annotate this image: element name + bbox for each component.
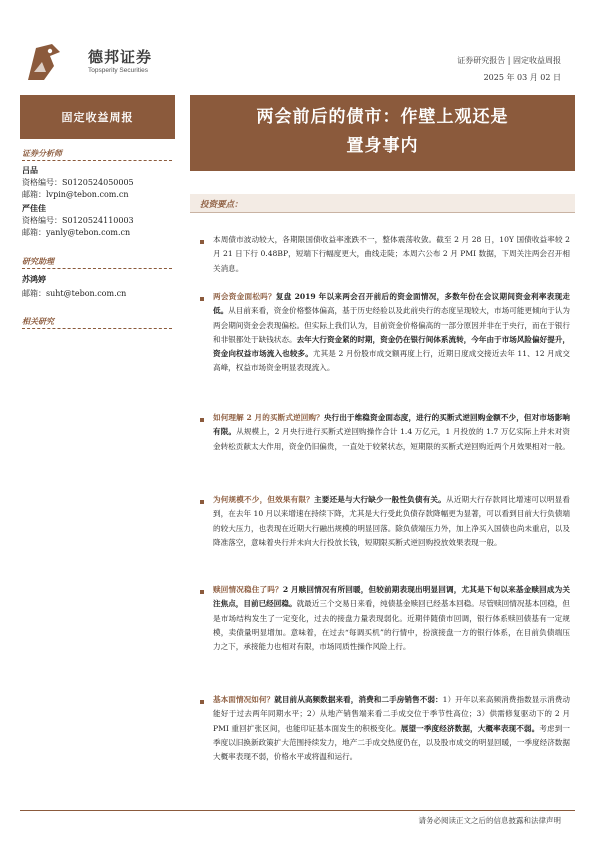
- paragraph-lead-bold: 2 月赎回情况有所回暖，但较前期表现出明显回调，尤其是下旬以来基金赎回成为关注焦点，目前已经回稳。: [213, 585, 570, 609]
- keypoint-paragraph: [213, 411, 570, 454]
- paragraph-tail: 考虑到一季度以旧换新政策扩大范围持续发力，地产二手成交热度仍在，以及股市成交的明显回暖，一季度经济数据大概率表现不弱，价格水平或将温和运行。: [213, 723, 571, 762]
- analyst-heading: 证券分析师: [22, 148, 62, 158]
- paragraph-lead-bold: 央行出于维稳资金面态度，进行的买断式逆回购金额不少，但对市场影响有限。: [213, 413, 570, 437]
- related-research-heading: 相关研究: [22, 316, 54, 326]
- paragraph-tail: 尤其是 2 月份股市成交额再度上行，近期日度成交接近去年 11、12 月成交高峰，权益市场资金明显表现流入。: [213, 349, 570, 373]
- paragraph-body: 从近期大行存款同比增速可以明显看到，在去年 10 月以来增速在持续下降，尤其是大行受此负债存款降幅更为显著，可以看到目前大行负债端的较大压力，也表现在近期大行融出规模的明显回落。除负债端压力外，加上净买入国债也尚未重启，以及降准落空，意味着央行并未向大行投放长钱，短期限买断式逆回购投放效果表现一般。: [213, 495, 571, 547]
- paragraph-lead-highlight: 为何规模不少，但效果有限？: [213, 495, 314, 504]
- brand-name-en: Topsperity Securities: [88, 67, 148, 74]
- analyst-email: 邮箱：lvpin@tebon.com.cn: [22, 190, 129, 199]
- divider: [22, 160, 172, 161]
- keypoints-band: [190, 194, 575, 212]
- divider: [190, 212, 575, 213]
- analyst-email: 邮箱：yanly@tebon.com.cn: [22, 228, 131, 237]
- assistant-email: 邮箱：suht@tebon.com.cn: [22, 289, 127, 298]
- bullet-icon: [200, 500, 204, 504]
- paragraph-body: 就最近三个交易日来看，纯债基金赎回已经基本回稳。尽管赎回情况基本回稳，但是市场结构发生了一定变化，过去的接盘力量表现弱化。近期伴随债市回调，银行体系赎回债基有一定规模，卖债量明显增加。意味着，在过去“每调买机”的行情中，扮演接盘一方的银行体系，在目前负债端压力之下，承接能力也相对有限，市场同质性操作风险上行。: [213, 599, 571, 652]
- bullet-icon: [200, 297, 204, 301]
- report-date: 2025 年 03 月 02 日: [483, 73, 561, 82]
- paragraph-lead-bold: 主要还是与大行缺少一般性负债有关。: [313, 495, 446, 504]
- footer-divider: [20, 810, 575, 811]
- paragraph-lead-highlight: 两会资金面松吗？: [213, 292, 276, 301]
- bullet-icon: [200, 700, 204, 704]
- paragraph-body: 从目前来看，资金价格整体偏高，基于历史经验以及此前央行的态度呈现较大，市场可能更倾向于认为两会期间资金会表现偏松。但实际上我们认为，目前资金价格偏高的一部分原因并非在于央行，而在于银行和非银都处于缺钱状态。: [213, 306, 571, 344]
- paragraph-lead-bold: 就目前从高频数据来看，消费和二手房销售不弱：: [274, 695, 443, 704]
- title-line-2: 置身事内: [346, 136, 419, 156]
- analyst-name: 严佳佳: [22, 203, 46, 213]
- paragraph-lead-bold: 复盘 2019 年以来两会召开前后的资金面情况，多数年份在会议期间资金利率表现走低。: [213, 292, 571, 316]
- keypoint-paragraph: [213, 290, 570, 376]
- paragraph-lead-highlight: 基本面情况如何？: [213, 695, 275, 704]
- bullet-icon: [200, 418, 204, 422]
- category-band: 固定收益周报: [20, 95, 175, 139]
- paragraph-mid-bold: 去年大行资金紧的时期，资金仍在银行间体系流转，今年由于市场风险偏好提升，资金向权益市场流入也较多。: [213, 334, 571, 359]
- brand-name-cn: 德邦证券: [88, 48, 153, 66]
- divider: [22, 268, 172, 269]
- keypoint-paragraph: [213, 493, 570, 550]
- bullet-icon: [200, 240, 204, 244]
- assistant-name: 苏鸿婷: [22, 274, 46, 284]
- keypoint-paragraph: [213, 233, 570, 276]
- paragraph-body: 本周债市波动较大，各期限国债收益率涨跌不一，整体震荡收敛。截至 2 月 28 日，10Y 国债收益率较 2 月 21 日下行 0.48BP，短端下行幅度更大，曲线走陡；本周六公布 2 月 PMI 数据，下周关注两会召开相关消息。: [213, 235, 570, 273]
- company-logo-icon: [26, 42, 62, 82]
- analyst-cert: 资格编号：S0120524050005: [22, 178, 134, 187]
- keypoint-paragraph: [213, 583, 570, 654]
- assistant-heading: 研究助理: [22, 256, 54, 266]
- title-line-1: 两会前后的债市：作壁上观还是: [256, 107, 509, 127]
- report-title: [190, 95, 575, 171]
- report-type: 证券研究报告 | 固定收益周报: [457, 56, 561, 65]
- keypoints-label: 投资要点：: [200, 200, 243, 210]
- paragraph-lead-highlight: 赎回情况稳住了吗？: [213, 585, 283, 594]
- analyst-cert: 资格编号：S0120524110003: [22, 216, 134, 225]
- paragraph-lead-highlight: 如何理解 2 月的买断式逆回购？: [213, 413, 324, 422]
- bullet-icon: [200, 590, 204, 594]
- footer-disclaimer: 请务必阅读正文之后的信息披露和法律声明: [418, 816, 561, 825]
- paragraph-body: 从规模上，2 月央行进行买断式逆回购操作合计 1.4 万亿元，1 月投放的 1.7 万亿实际上并未对资金转松贡献太大作用，资金仍旧偏贵，一直处于较紧状态，短期限的买断式逆回购近两个月效果相对一般。: [213, 427, 571, 451]
- paragraph-body: 1）开年以来高频消费指数显示消费动能好于过去两年同期水平；2）从地产销售端来看二手成交位于季节性高位；3）供需修复驱动下的 2 月 PMI 重回扩张区间，也能印证基本面发生的积极变化。: [213, 695, 570, 733]
- divider: [22, 328, 172, 329]
- keypoint-paragraph: [213, 693, 570, 764]
- paragraph-mid-bold: 展望一季度经济数据，大概率表现不弱。: [400, 723, 540, 733]
- analyst-name: 吕品: [22, 165, 38, 175]
